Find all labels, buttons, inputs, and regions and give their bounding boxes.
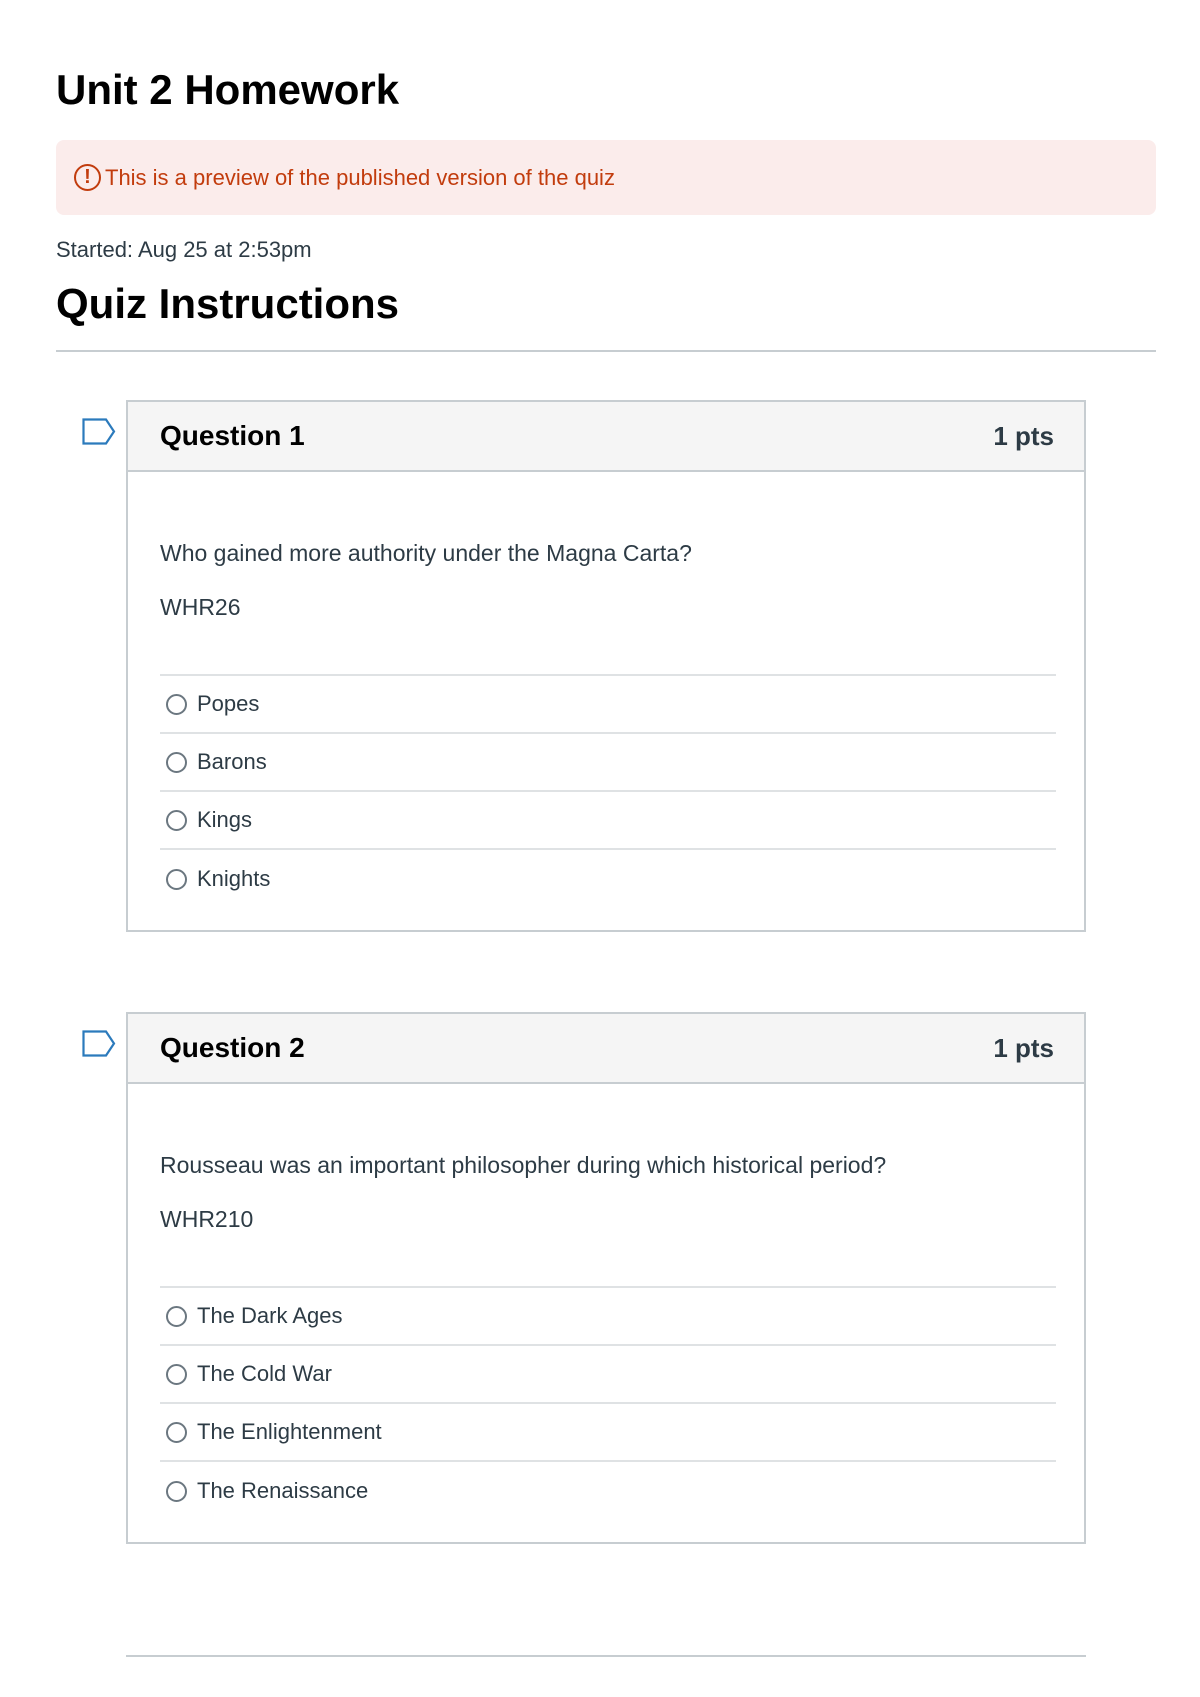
answer-option[interactable] [160,1462,1056,1520]
radio-circle-icon[interactable] [166,1364,187,1385]
answer-option[interactable] [160,676,1056,734]
question-header [128,1014,1084,1084]
question-code: WHR210 [160,1206,254,1232]
question-text: Rousseau was an important philosopher during which historical period? [160,1152,887,1178]
question-body [128,1084,1084,1542]
answer-label[interactable]: The Renaissance [197,1478,369,1503]
answer-option[interactable] [160,1346,1056,1404]
answer-option[interactable] [160,1288,1056,1346]
answer-option[interactable] [160,734,1056,792]
answer-label[interactable]: Popes [197,691,260,716]
exclamation-circle-icon: ! [74,164,101,191]
answer-label[interactable]: The Enlightenment [197,1419,382,1444]
question-text: Who gained more authority under the Magna Carta? [160,540,692,566]
question-header [128,402,1084,472]
preview-banner [56,140,1156,215]
question-card [126,400,1086,932]
bookmark-flag-icon[interactable] [82,418,116,445]
page-title: Unit 2 Homework [56,66,400,113]
radio-circle-icon[interactable] [166,1422,187,1443]
answer-list [160,674,1056,908]
divider [56,350,1156,352]
footer-divider [126,1655,1086,1657]
radio-circle-icon[interactable] [166,869,187,890]
question-points: 1 pts [993,1032,1054,1063]
radio-circle-icon[interactable] [166,1481,187,1502]
question-code: WHR26 [160,594,241,620]
answer-label[interactable]: Barons [197,749,267,774]
answer-label[interactable]: The Cold War [197,1361,332,1386]
question-card [126,1012,1086,1544]
radio-circle-icon[interactable] [166,694,187,715]
started-timestamp: Started: Aug 25 at 2:53pm [56,237,312,262]
answer-label[interactable]: Kings [197,807,253,832]
answer-label[interactable]: The Dark Ages [197,1303,343,1328]
answer-option[interactable] [160,792,1056,850]
question-title: Question 2 [160,1032,305,1063]
answer-label[interactable]: Knights [197,866,271,891]
question-points: 1 pts [993,420,1054,451]
question-body [128,472,1084,930]
quiz-instructions-heading: Quiz Instructions [56,280,400,327]
question-title: Question 1 [160,420,305,451]
answer-option[interactable] [160,850,1056,908]
radio-circle-icon[interactable] [166,1306,187,1327]
radio-circle-icon[interactable] [166,810,187,831]
bookmark-flag-icon[interactable] [82,1030,116,1057]
radio-circle-icon[interactable] [166,752,187,773]
answer-list [160,1286,1056,1520]
answer-option[interactable] [160,1404,1056,1462]
preview-notice: This is a preview of the published version of the quiz [105,165,615,190]
